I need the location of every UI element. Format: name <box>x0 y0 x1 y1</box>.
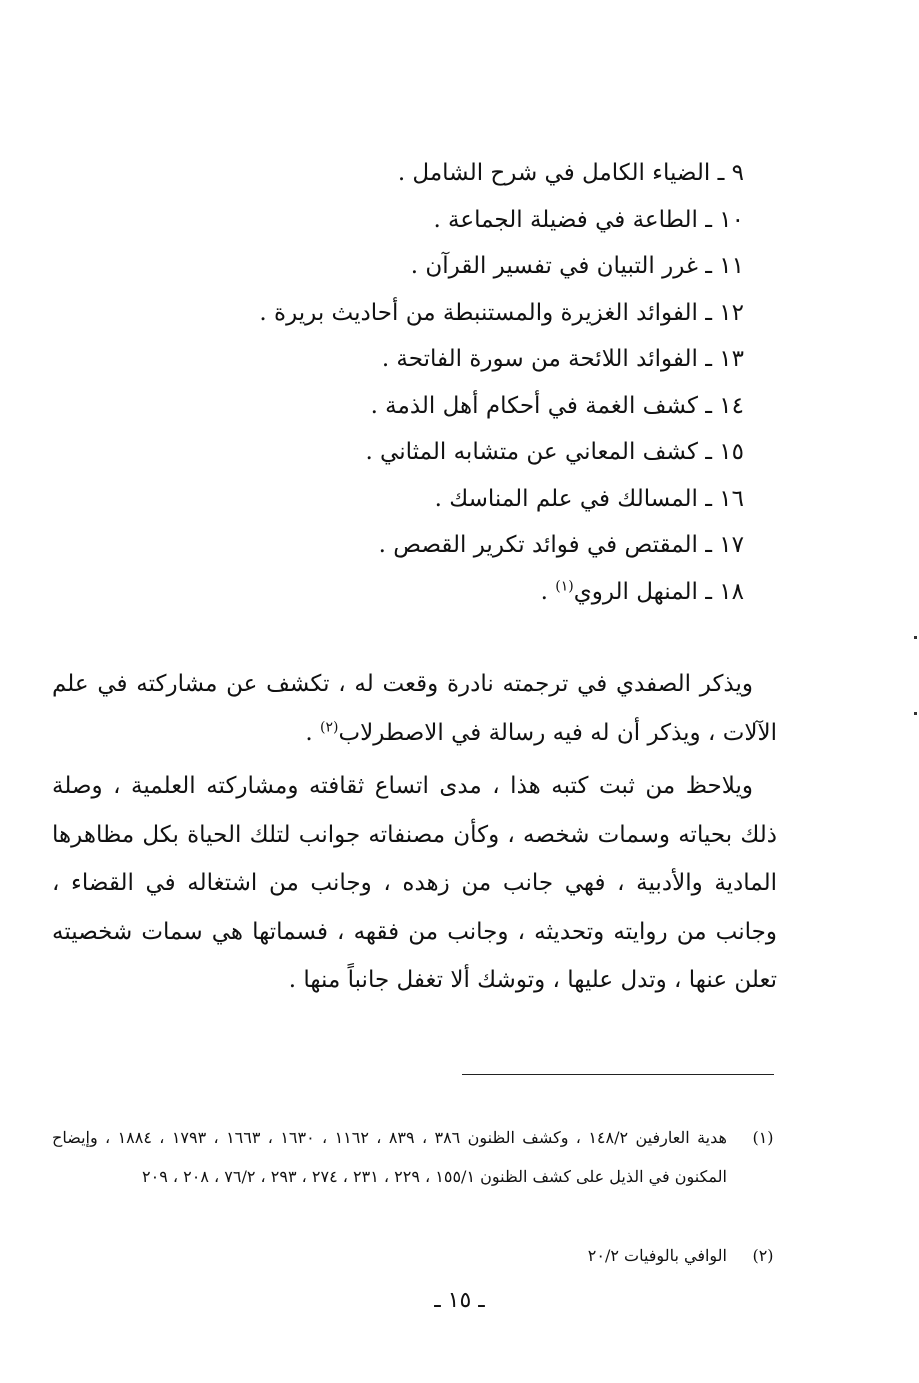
footnote-2 <box>52 1236 777 1275</box>
list-item: ١٧ ـ المقتص في فوائد تكرير القصص . <box>378 532 744 558</box>
page-number: ـ ١٥ ـ <box>434 1288 485 1313</box>
list-item-text: ١٨ ـ المنهل الروي <box>573 578 744 605</box>
footnote-ref-2: (٢) <box>319 718 339 735</box>
footnote-2-number: (٢) <box>752 1246 774 1265</box>
footnote-1-text: هدية العارفين ١٤٨/٢ ، وكشف الظنون ٣٨٦ ، ٨٣٩ ، ١١٦٢ ، ١٦٣٠ ، ١٦٦٣ ، ١٧٩٣ ، ١٨٨٤ ، وإيضاح المكنون في الذيل على كشف الظنون ١٥٥/١ ، ٢٢٩ ، ٢٣١ ، ٢٧٤ ، ٢٩٣ ، ٧٦/٢ ، ٢٠٨ ، ٢٠٩ <box>52 1128 727 1186</box>
paragraph-safadi-end: . <box>305 719 320 746</box>
footnote-2-text: الوافي بالوفيات ٢٠/٢ <box>587 1246 727 1265</box>
list-item: ١٤ ـ كشف الغمة في أحكام أهل الذمة . <box>370 392 744 419</box>
footnote-1 <box>52 1118 777 1196</box>
list-item: ١٢ ـ الفوائد الغزيرة والمستنبطة من أحاديث بريرة . <box>259 299 744 326</box>
footnote-separator <box>462 1074 774 1075</box>
paragraph-observation: ويلاحظ من ثبت كتبه هذا ، مدى اتساع ثقافته ومشاركته العلمية ، وصلة ذلك بحياته وسمات شخصه ، وكأن مصنفاته جوانب لتلك الحياة بكل مظاهرها المادية والأدبية ، فهي جانب من زهده ، وجانب من اشتغاله في القضاء ، وجانب من روايته وتحديثه ، وجانب من فقهه ، فسماتها هي سمات شخصيته تعلن عنها ، وتدل عليها ، وتوشك ألا تغفل جانباً منها . <box>52 773 777 993</box>
footnote-ref-1: (١) <box>555 577 574 594</box>
edge-mark <box>914 636 917 639</box>
footnote-1-number: (١) <box>752 1128 774 1147</box>
list-item: ٩ ـ الضياء الكامل في شرح الشامل . <box>397 160 744 186</box>
list-item: ١٠ ـ الطاعة في فضيلة الجماعة . <box>433 206 744 233</box>
paragraph-safadi <box>52 660 777 757</box>
edge-mark <box>914 712 917 715</box>
list-item: ١١ ـ غرر التبيان في تفسير القرآن . <box>410 253 744 279</box>
list-item-end: . <box>540 578 556 605</box>
list-item: ١٣ ـ الفوائد اللائحة من سورة الفاتحة . <box>381 346 744 372</box>
list-item <box>200 569 744 616</box>
works-list <box>200 150 744 615</box>
list-item: ١٥ ـ كشف المعاني عن متشابه المثاني . <box>365 439 744 465</box>
paragraph-safadi-text: ويذكر الصفدي في ترجمته نادرة وقعت له ، تكشف عن مشاركته في علم الآلات ، ويذكر أن له فيه رسالة في الاصطرلاب <box>52 671 777 746</box>
list-item: ١٦ ـ المسالك في علم المناسك . <box>434 485 744 512</box>
